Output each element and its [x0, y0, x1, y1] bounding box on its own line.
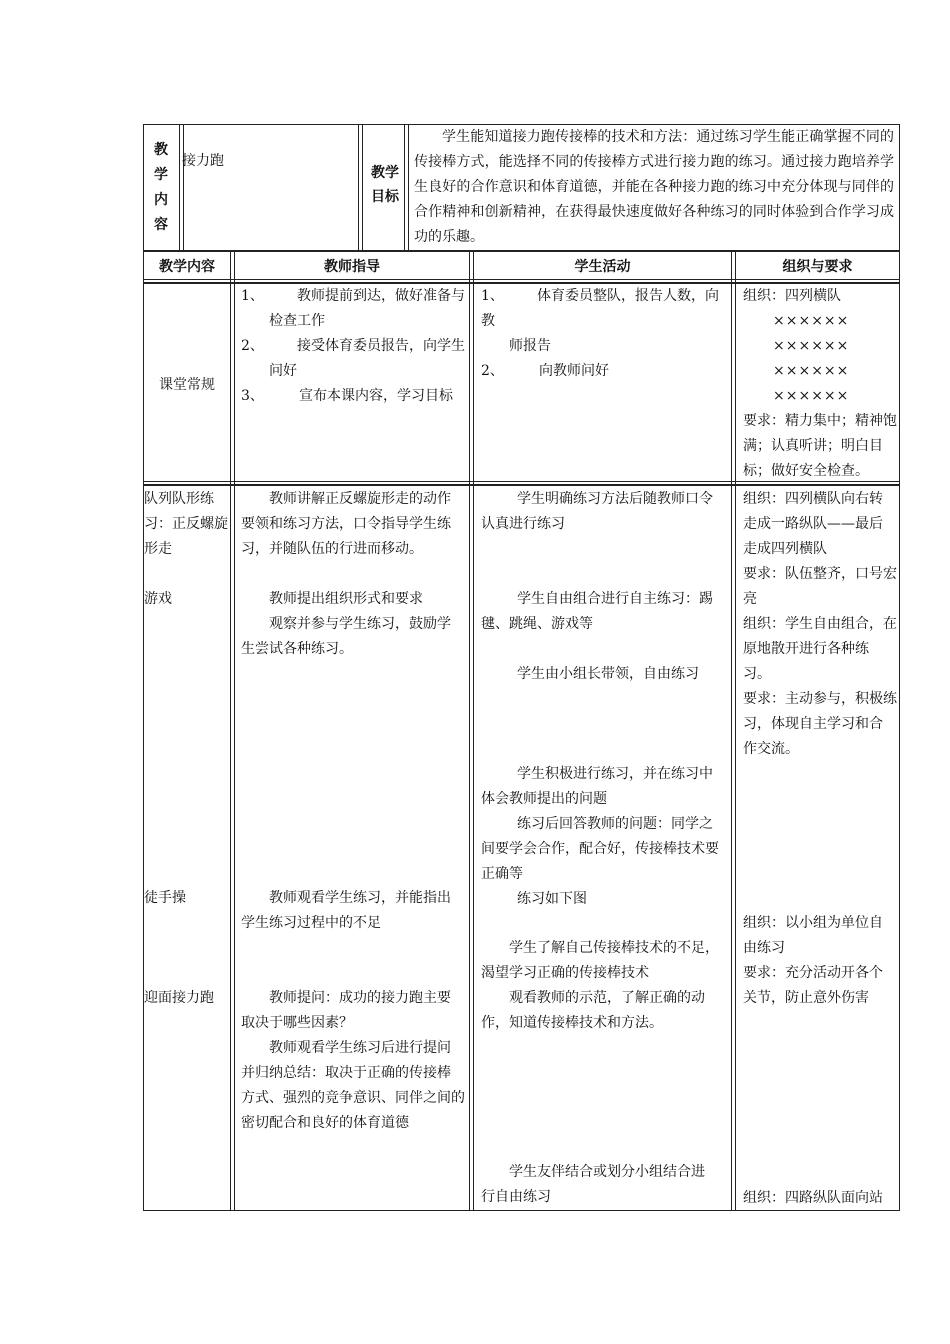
list-item-cont: 师报告	[509, 338, 551, 354]
label-teaching-content: 教 学 内 容	[154, 142, 168, 233]
row2-org-1: 组织：四列横队向右转 走成一路纵队——最后 走成四列横队 要求：队伍整齐，口号宏 亮 组织：学生自由组合，在 原地散开进行各种练 习。 要求：主动参与，积极练 习，体现自主学习和合 作交流。	[743, 491, 897, 757]
row2-content-game: 游戏	[144, 591, 172, 607]
formation-row: ××××××	[773, 338, 850, 354]
row2-student-6: 学生友伴结合或划分小组结合进 行自由练习	[481, 1164, 705, 1205]
row2-content-relay: 迎面接力跑	[144, 990, 214, 1006]
row2-teacher-4: 教师提问：成功的接力跑主要 取决于哪些因素？ 教师观看学生练习后进行提问 并归纳总结：取决于正确的传接棒 方式、强烈的竞争意识、同伴之间的 密切配合和良好的体育道德	[241, 990, 465, 1131]
content-value: 接力跑	[182, 153, 224, 169]
list-item: 3、 宣布本课内容，学习目标	[241, 388, 453, 404]
row1-student	[481, 284, 731, 384]
header-teacher: 教师指导	[324, 259, 380, 275]
list-item-cont: 问好	[269, 363, 297, 379]
row2-teacher-2: 教师提出组织形式和要求 观察并参与学生练习，鼓励学 生尝试各种练习。	[241, 591, 451, 657]
list-item: 2、 接受体育委员报告，向学生	[241, 338, 465, 354]
row2-org-2: 组织：以小组为单位自 由练习 要求：充分活动开各个 关节，防止意外伤害	[743, 915, 883, 1006]
list-item: 1、 教师提前到达，做好准备与	[241, 288, 465, 304]
list-item: 2、 向教师问好	[481, 363, 609, 379]
list-item: 1、 体育委员整队，报告人数，向教	[481, 288, 719, 329]
formation-row: ××××××	[773, 313, 850, 329]
formation-row: ××××××	[773, 388, 850, 404]
row2-student-5: 学生了解自己传接棒技术的不足， 渴望学习正确的传接棒技术 观看教师的示范，了解正确的动 作，知道传接棒技术和方法。	[481, 940, 719, 1031]
header-org: 组织与要求	[782, 259, 853, 275]
formation-row: ××××××	[773, 363, 850, 379]
row2-student-3: 学生由小组长带领，自由练习	[517, 666, 699, 682]
row2-content-exercise: 徒手操	[144, 890, 186, 906]
row1-teacher	[241, 284, 466, 409]
row1-org: 组织：四列横队 ×××××× ×××××× ×××××× ×××××× 要求：精力集中；精神饱 满；认真听讲；明白目 标；做好安全检查。	[743, 288, 897, 479]
row2-student-4: 学生积极进行练习，并在练习中 体会教师提出的问题 练习后回答教师的问题：同学之 间要学会合作，配合好，传接棒技术要 正确等 练习如下图	[481, 766, 719, 907]
header-student: 学生活动	[574, 259, 631, 275]
row2-content-drill: 队列队形练 习：正反螺旋 形走	[144, 491, 228, 557]
row2-student-1: 学生明确练习方法后随教师口令 认真进行练习	[481, 491, 713, 532]
row1-content: 课堂常规	[159, 377, 215, 393]
row2-teacher-3: 教师观看学生练习，并能指出 学生练习过程中的不足	[241, 890, 451, 931]
row2-org-3: 组织：四路纵队面向站	[743, 1190, 883, 1206]
header-content: 教学内容	[159, 259, 215, 275]
row2-teacher-1: 教师讲解正反螺旋形走的动作 要领和练习方法，口令指导学生练 习，并随队伍的行进而移动。	[241, 491, 451, 557]
list-item-cont: 检查工作	[269, 313, 325, 329]
goal-text: 学生能知道接力跑传接棒的技术和方法：通过练习学生能正确掌握不同的传接棒方式，能选择不同的传接棒方式进行接力跑的练习。通过接力跑培养学生良好的合作意识和体育道德，并能在各种接力跑的练习中充分体现与同伴的合作精神和创新精神，在获得最快速度做好各种练习的同时体验到合作学习成功的乐趣。	[414, 129, 894, 245]
row2-student-2: 学生自由组合进行自主练习：踢 毽、跳绳、游戏等	[481, 591, 713, 632]
label-teaching-goal: 教学 目标	[371, 165, 399, 205]
